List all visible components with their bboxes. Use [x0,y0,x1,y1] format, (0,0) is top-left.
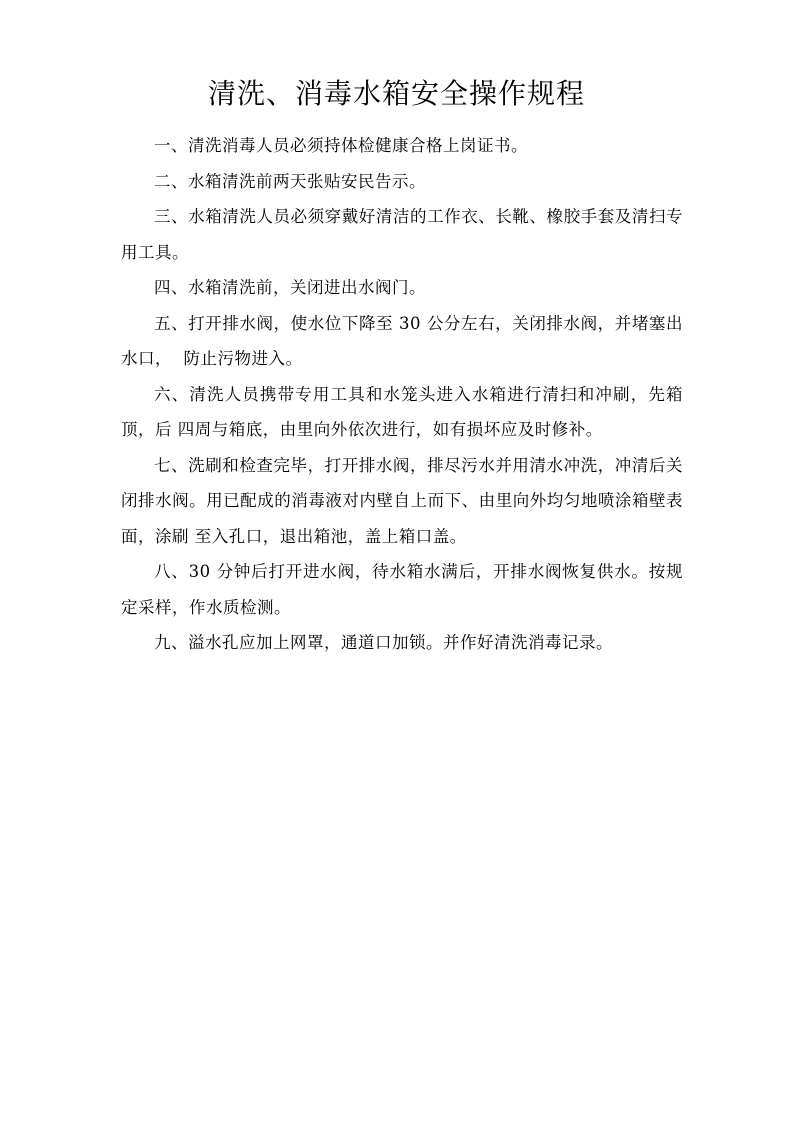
paragraph-7: 七、洗刷和检查完毕，打开排水阀，排尽污水并用清水冲洗，冲清后关闭排水阀。用已配成的消毒液对内壁自上而下、由里向外均匀地喷涂箱壁表面，涂刷 至入孔口，退出箱池，盖上箱口盖。 [121,455,683,546]
paragraph-1: 一、清洗消毒人员必须持体检健康合格上岗证书。 [154,136,528,155]
paragraph-8: 八、30 分钟后打开进水阀，待水箱水满后，开排水阀恢复供水。按规定采样，作水质检测。 [121,562,683,617]
page-title: 清洗、消毒水箱安全操作规程 [207,77,585,110]
paragraph-6: 六、清洗人员携带专用工具和水笼头进入水箱进行清扫和冲刷，先箱顶，后 四周与箱底，由里向外依次进行，如有损坏应及时修补。 [121,384,683,439]
paragraph-4: 四、水箱清洗前，关闭进出水阀门。 [154,278,426,297]
paragraph-5: 五、打开排水阀，使水位下降至 30 公分左右，关闭排水阀，并堵塞出水口， 防止污物进入。 [121,313,683,368]
paragraph-2: 二、水箱清洗前两天张贴安民告示。 [154,171,426,191]
document-body [121,128,683,661]
paragraph-9: 九、溢水孔应加上网罩，通道口加锁。并作好清洗消毒记录。 [154,633,613,652]
paragraph-3: 三、水箱清洗人员必须穿戴好清洁的工作衣、长靴、橡胶手套及清扫专用工具。 [121,207,683,262]
